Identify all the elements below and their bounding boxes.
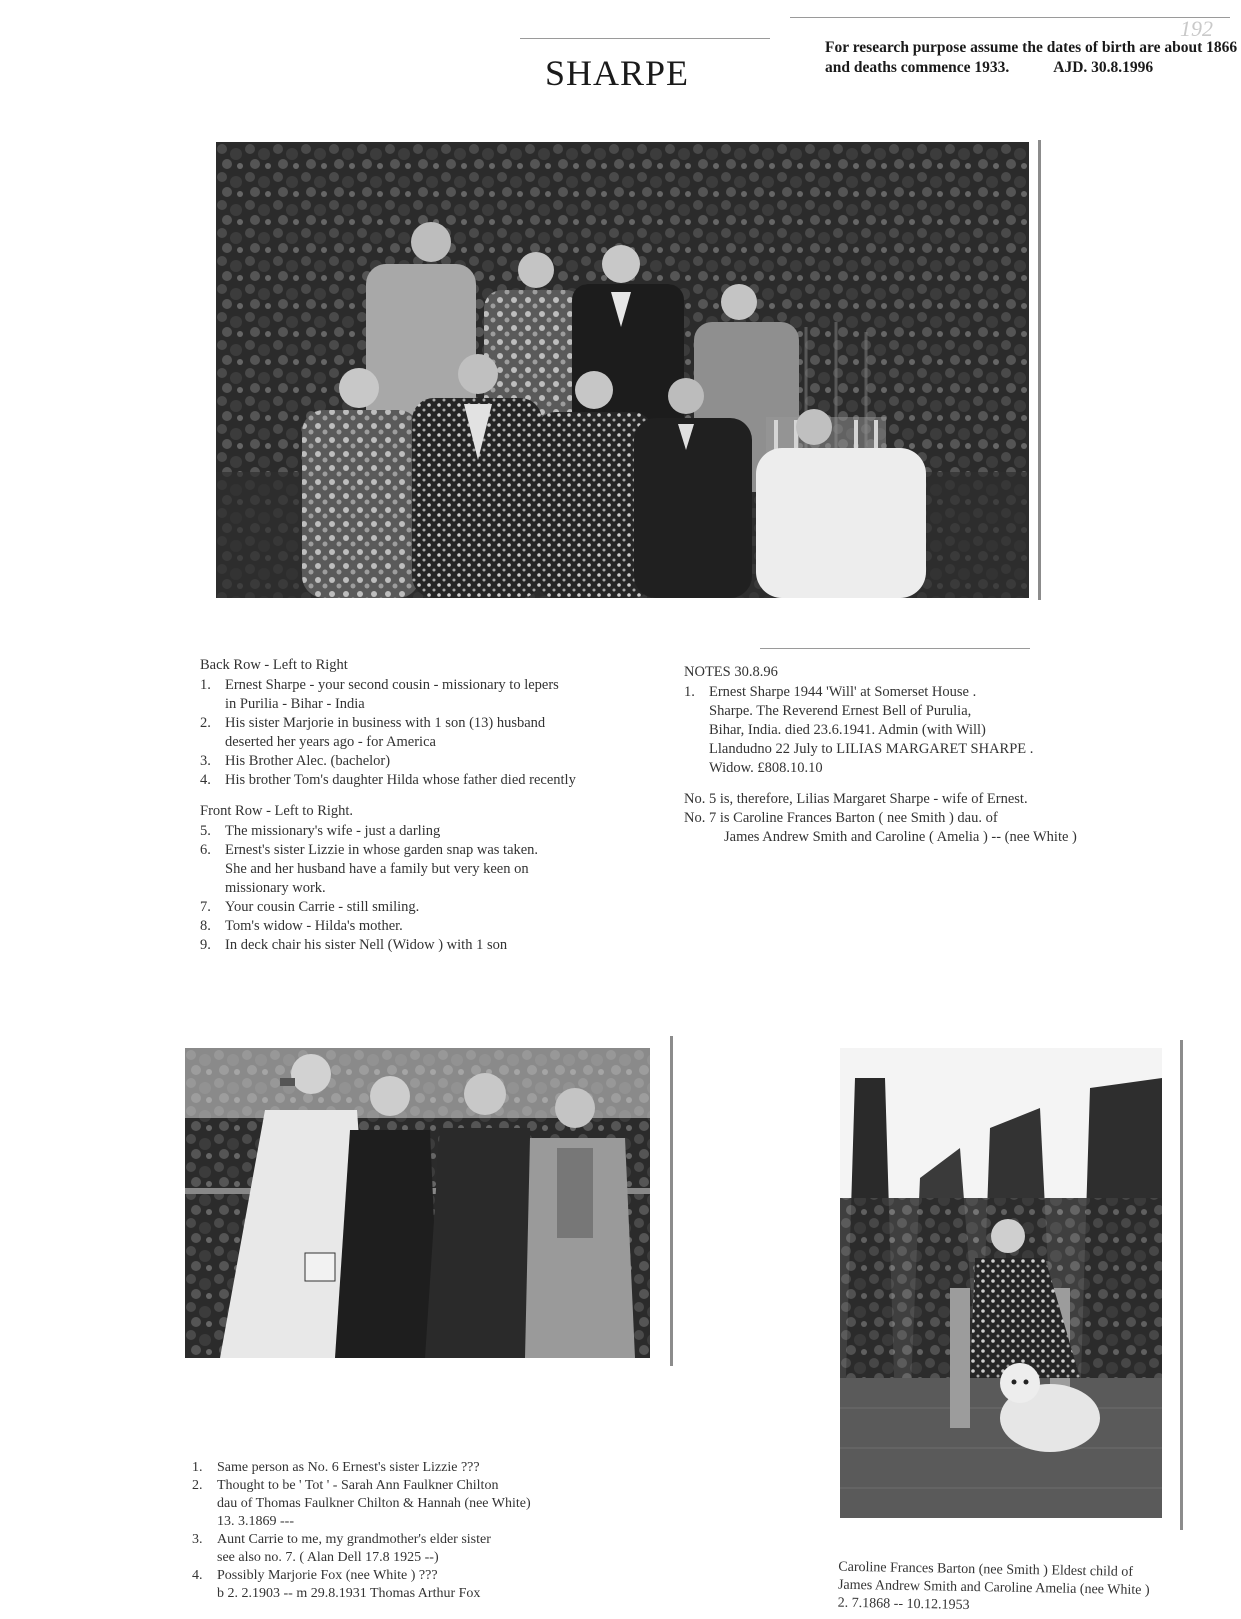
list-item-text: Thought to be ' Tot ' - Sarah Ann Faulkner Chilton (217, 1478, 499, 1493)
list-item (200, 898, 620, 917)
top-rule-right (790, 17, 1230, 18)
list-item-text: missionary work. (225, 880, 326, 896)
list-item-number: 5. (200, 823, 211, 839)
list-item-text: Aunt Carrie to me, my grandmother's elder sister (217, 1532, 491, 1547)
list-item-number: 2. (192, 1478, 203, 1493)
list-item-text: Sharpe. The Reverend Ernest Bell of Purulia, (709, 703, 972, 719)
four-women-caption (192, 1459, 632, 1603)
list-item-text: deserted her years ago - for America (225, 734, 436, 750)
list-item (192, 1567, 632, 1603)
research-note-line1: For research purpose assume the dates of birth are about 1866 (825, 39, 1238, 56)
list-item-number: 3. (192, 1532, 203, 1547)
top-rule-left (520, 38, 770, 39)
list-item (684, 683, 1134, 778)
dog-caption-line2: James Andrew Smith and Caroline Amelia (nee White ) (837, 1577, 1150, 1599)
list-item-text: b 2. 2.1903 -- m 29.8.1931 Thomas Arthur Fox (217, 1586, 481, 1601)
front-row-list (200, 822, 620, 955)
list-item (200, 752, 620, 771)
list-item (200, 676, 620, 714)
list-item-text: The missionary's wife - just a darling (225, 823, 441, 839)
back-row-list (200, 676, 620, 790)
list-item (200, 841, 620, 898)
list-item-text: Tom's widow - Hilda's mother. (225, 918, 403, 934)
notes-section (684, 663, 1134, 847)
group-photo (216, 142, 1029, 598)
list-item-text: see also no. 7. ( Alan Dell 17.8 1925 --) (217, 1550, 439, 1565)
list-item-text: In deck chair his sister Nell (Widow ) with 1 son (225, 937, 508, 953)
list-item-number: 1. (684, 684, 695, 700)
back-row-heading: Back Row - Left to Right (200, 657, 348, 673)
woman-dog-image (840, 1048, 1162, 1518)
woman-dog-photo (840, 1048, 1162, 1518)
list-item (192, 1477, 632, 1531)
mid-rule (760, 648, 1030, 649)
dog-caption-line3: 2. 7.1868 -- 10.12.1953 (837, 1595, 970, 1613)
list-item-text: in Purilia - Bihar - India (225, 696, 365, 712)
list-item-text: Ernest's sister Lizzie in whose garden snap was taken. (225, 842, 539, 858)
list-item-text: Bihar, India. died 23.6.1941. Admin (with Will) (709, 722, 986, 738)
list-item-text: Widow. £808.10.10 (709, 760, 823, 776)
list-item-text: She and her husband have a family but very keen on (225, 861, 529, 877)
list-item-text: His brother Tom's daughter Hilda whose father died recently (225, 772, 576, 788)
research-note-line2: and deaths commence 1933. (825, 59, 1010, 76)
research-note (825, 38, 1237, 78)
list-item-text: Ernest Sharpe 1944 'Will' at Somerset House . (709, 684, 977, 700)
list-item (200, 936, 620, 955)
list-item (200, 714, 620, 752)
photo-edge-right-3 (1180, 1040, 1183, 1530)
list-item-text: Llandudno 22 July to LILIAS MARGARET SHARPE . (709, 741, 1034, 757)
research-note-signature: AJD. 30.8.1996 (1053, 59, 1154, 76)
dog-caption-line1: Caroline Frances Barton (nee Smith ) Eldest child of (838, 1559, 1134, 1580)
list-item-text: Same person as No. 6 Ernest's sister Lizzie ??? (217, 1460, 480, 1475)
list-item (200, 822, 620, 841)
list-item-number: 6. (200, 842, 211, 858)
dog-caption (838, 1559, 1219, 1619)
list-item-number: 4. (200, 772, 211, 788)
list-item-text: His Brother Alec. (bachelor) (225, 753, 391, 769)
list-item (200, 771, 620, 790)
page-number: 192 (1180, 16, 1213, 41)
notes-no7-line2: James Andrew Smith and Caroline ( Amelia ) -- (nee White ) (724, 829, 1077, 845)
list-item-text: dau of Thomas Faulkner Chilton & Hannah (nee White) (217, 1496, 531, 1511)
photo-edge-right-2 (670, 1036, 673, 1366)
list-item-text: Possibly Marjorie Fox (nee White ) ??? (217, 1568, 438, 1583)
list-item-text: Ernest Sharpe - your second cousin - missionary to lepers (225, 677, 559, 693)
list-item-number: 1. (200, 677, 211, 693)
list-item-number: 7. (200, 899, 211, 915)
list-item (200, 917, 620, 936)
notes-heading: NOTES 30.8.96 (684, 664, 778, 680)
list-item-number: 9. (200, 937, 211, 953)
list-item-number: 1. (192, 1460, 203, 1475)
group-photo-image (216, 142, 1029, 598)
research-note-line2-row (825, 58, 1237, 78)
notes-list (684, 683, 1134, 778)
notes-no7-line1: No. 7 is Caroline Frances Barton ( nee Smith ) dau. of (684, 810, 998, 826)
list-item-number: 3. (200, 753, 211, 769)
list-item-text: 13. 3.1869 --- (217, 1514, 294, 1529)
list-item (192, 1459, 632, 1477)
back-row-caption (200, 656, 620, 955)
notes-no5: No. 5 is, therefore, Lilias Margaret Sharpe - wife of Ernest. (684, 791, 1028, 807)
four-women-list (192, 1459, 632, 1603)
four-women-image (185, 1048, 650, 1358)
list-item-number: 2. (200, 715, 211, 731)
front-row-heading: Front Row - Left to Right. (200, 803, 354, 819)
list-item-text: Your cousin Carrie - still smiling. (225, 899, 420, 915)
list-item (192, 1531, 632, 1567)
list-item-number: 8. (200, 918, 211, 934)
list-item-number: 4. (192, 1568, 203, 1583)
page-title: SHARPE (545, 53, 690, 93)
photo-edge-right-1 (1038, 140, 1041, 600)
four-women-photo (185, 1048, 650, 1358)
list-item-text: His sister Marjorie in business with 1 son (13) husband (225, 715, 546, 731)
